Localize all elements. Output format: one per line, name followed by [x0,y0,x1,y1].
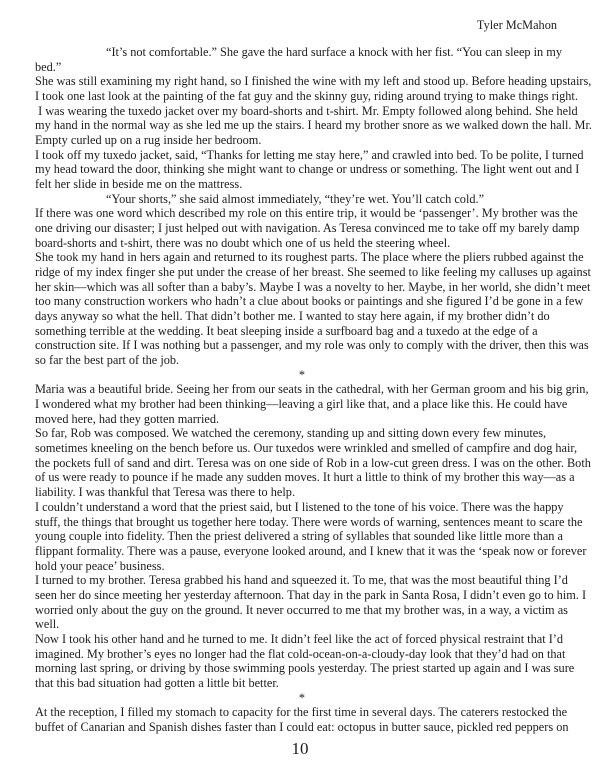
text-line: her skin—which was all softer than a baby’s. Maybe I was a novelty to her. Maybe, in her world, she didn’t meet [35,279,591,294]
text-line: At the reception, I filled my stomach to capacity for the first time in several days. The caterers restocked the [35,705,568,720]
text-line: hold your peace’ business. [35,558,165,573]
text-line: ridge of my index finger she put under the crease of her breast. She seemed to like feeling my calluses up against [35,265,591,280]
text-line: too many construction workers who hadn’t a clue about books or paintings and she figured I’d be gone in a few [35,294,584,309]
text-line: Empty curled up on a rug inside her bedroom. [35,133,262,148]
text-line: I took one last look at the painting of the fat guy and the skinny guy, riding around trying to make things right. [35,89,578,104]
text-line: So far, Rob was composed. We watched the ceremony, standing up and sitting down every few minutes, [35,426,547,441]
text-line: stuff, the things that brought us together here today. There were words of warning, sentences meant to scare the [35,514,583,529]
text-line: She took my hand in hers again and returned to its roughest parts. The place where the pliers rubbed against the [35,250,584,265]
text-line: something terrible at the wedding. It beat sleeping inside a surfboard bag and a tuxedo at the edge of a [35,323,538,338]
text-line: “It’s not comfortable.” She gave the hard surface a knock with her fist. “You can sleep in my [106,45,562,59]
text-line: young couple into fidelity. Then the priest delivered a string of syllables that sounded like little more than a [35,529,563,544]
text-line: so far the best part of the job. [35,353,180,368]
text-line: moved here, had they gotten married. [35,411,220,426]
text-line: that this bad situation had gotten a little bit better. [35,675,279,690]
text-line: days anyway so what the hell. That didn’t bother me. I wanted to stay here again, if my brother didn’t do [35,309,550,324]
text-line: sometimes kneeling on the bench before us. Our tuxedos were wrinkled and smelled of campfire and dog hair, [35,441,578,456]
text-line: the pockets full of sand and dirt. Teresa was on one side of Rob in a low-cut green dress. I was on the other. Both [35,455,591,470]
text-line: I was wearing the tuxedo jacket over my board-shorts and t-shirt. Mr. Empty followed along behind. She held [35,103,578,118]
text-line: “Your shorts,” she said almost immediately, “they’re wet. You’ll catch cold.” [106,191,485,206]
text-line: I took off my tuxedo jacket, said, “Thanks for letting me stay here,” and crawled into bed. To be polite, I turned [35,147,584,162]
text-line: I wondered what my brother had been thinking—leaving a girl like that, and a place like this. He could have [35,397,568,412]
text-line: board-shorts and t-shirt, there was no doubt which one of us held the steering wheel. [35,235,451,250]
text-line: morning last spring, or driving by those swimming pools yesterday. The priest started up again and I was sure [35,661,575,676]
text-line: of us were ready to pounce if he made any sudden moves. It hurt a little to think of my brother this way—as a [35,470,575,485]
text-line: well. [35,617,60,632]
text-line: I turned to my brother. Teresa grabbed his hand and squeezed it. To me, that was the most beautiful thing I’d [35,573,568,588]
text-line: seen her do since meeting her yesterday afternoon. That day in the park in Santa Rosa, I didn’t even go to him. I [35,587,587,602]
text-line: flippant formality. There was a pause, everyone looked around, and I knew that it was the ‘speak now or forever [35,543,587,558]
text-line: imagined. My brother’s eyes no longer had the flat cold-ocean-on-a-cloudy-day look that they’d had on that [35,646,566,661]
page-body [35,45,592,735]
text-line: She was still examining my right hand, so I finished the wine with my left and stood up. Before heading upstairs, [35,74,592,89]
page-number: 10 [291,739,309,758]
text-line: buffet of Canarian and Spanish dishes faster than I could eat: octopus in butter sauce, pickled red peppers on [35,719,569,734]
text-line: my head toward the door, thinking she might want to change or undress or something. The light went out and I [35,162,580,177]
text-line: one driving our disaster; I just helped out with navigation. As Teresa convinced me to take off my barely damp [35,221,580,236]
text-line: felt her slide in beside me on the mattress. [35,177,243,192]
text-line: liability. I was thankful that Teresa was there to help. [35,485,296,500]
text-line: my hand in the normal way as she led me up the stairs. I heard my brother snore as we walked down the hall. Mr. [35,118,592,133]
text-line: I couldn’t understand a word that the priest said, but I listened to the tone of his voice. There was the happy [35,499,564,514]
text-line: worried only about the guy on the ground. It never occurred to me that my brother was, in a way, a victim as [35,602,568,617]
text-line: bed.” [35,59,62,74]
text-line: Now I took his other hand and he turned to me. It didn’t feel like the act of forced physical restraint that I’d [35,631,564,646]
section-separator: * [298,367,306,382]
text-line: Maria was a beautiful bride. Seeing her from our seats in the cathedral, with her German groom and his big grin, [35,382,589,397]
text-line: construction site. If I was nothing but a passenger, and my role was only to comply with the driver, then this was [35,338,589,353]
section-separator: * [298,690,306,705]
author-header: Tyler McMahon [476,18,557,32]
text-line: If there was one word which described my role on this entire trip, it would be ‘passenger’. My brother was the [35,206,578,221]
